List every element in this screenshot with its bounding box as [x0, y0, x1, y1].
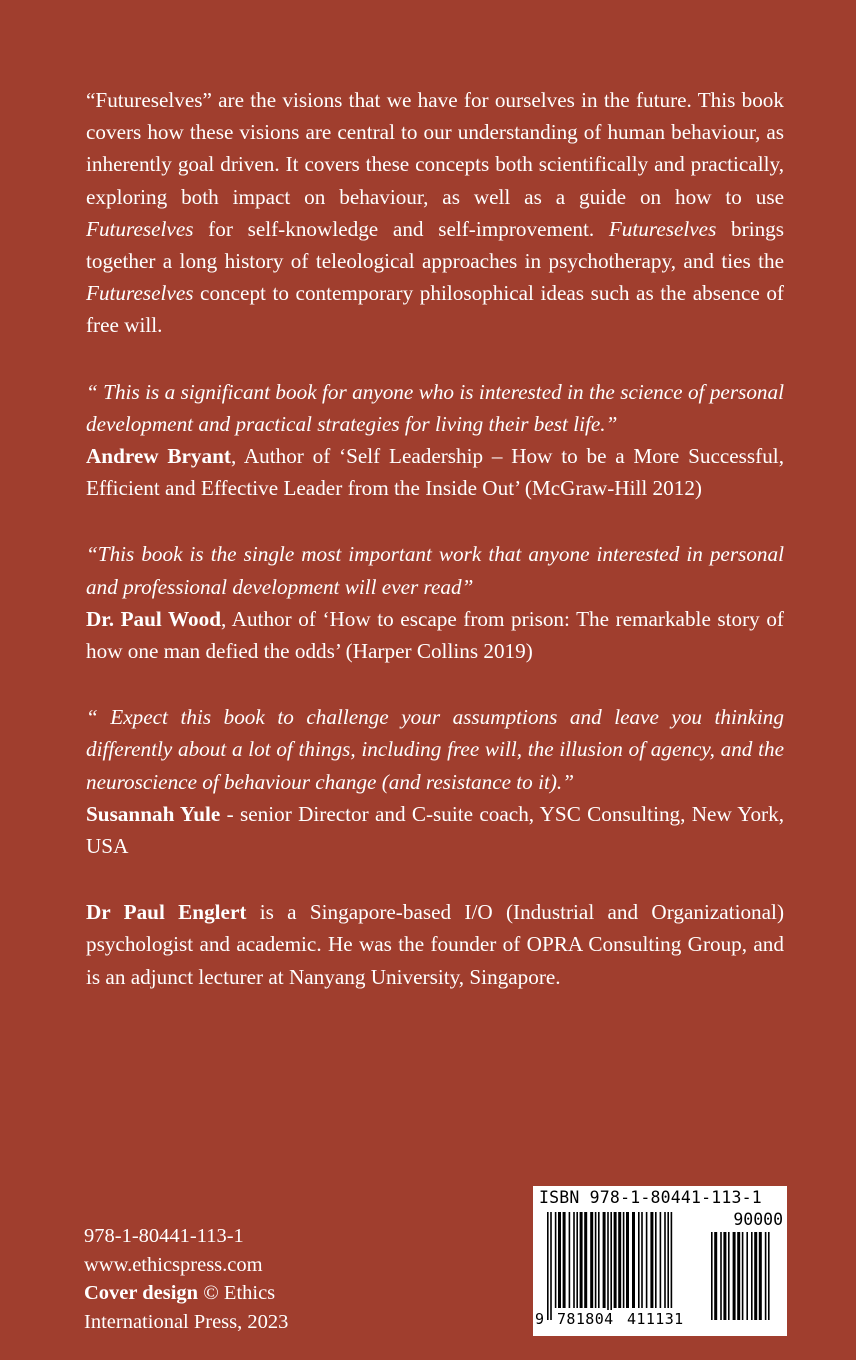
- barcode-bar: [638, 1212, 640, 1308]
- endorser-name: Dr. Paul Wood: [86, 606, 221, 631]
- barcode-bar: [711, 1232, 713, 1320]
- barcode-bar: [610, 1212, 612, 1320]
- endorsement-yule: [86, 701, 784, 862]
- barcode-digits-left: 781804: [557, 1310, 614, 1328]
- barcode-bar: [598, 1212, 600, 1308]
- barcode-bar: [746, 1232, 748, 1320]
- author-name: Dr Paul Englert: [86, 900, 247, 925]
- cover-credit: Cover design © Ethics: [84, 1282, 276, 1304]
- barcode-digits-right: 411131: [627, 1310, 684, 1328]
- imprint-block: [84, 1222, 404, 1336]
- barcode-isbn-label: ISBN 978-1-80441-113-1: [539, 1188, 762, 1207]
- publisher-website: www.ethicspress.com: [84, 1253, 263, 1276]
- barcode-bar: [646, 1212, 648, 1308]
- isbn-barcode: [533, 1186, 787, 1336]
- endorser-credit: , Author of ‘Self Leadership – How to be a More Successful, Efficient and Effective Leader from the Inside Out’ (McGraw-Hill 2012): [86, 444, 784, 501]
- barcode-bar: [768, 1232, 770, 1320]
- endorser-credit: , Author of ‘How to escape from prison: The remarkable story of how one man defied the odds’ (Harper Collins 2019): [86, 606, 784, 664]
- barcode-bar: [765, 1232, 767, 1320]
- barcode-bar: [547, 1212, 549, 1320]
- addon-bars: [711, 1232, 781, 1320]
- barcode-bar: [632, 1212, 635, 1308]
- endorser-name: Andrew Bryant: [86, 444, 231, 469]
- barcode-bar: [618, 1212, 621, 1308]
- endorsement-wood: [86, 538, 784, 667]
- endorsement-quote: “ Expect this book to challenge your assumptions and leave you thinking differently about a lot of things, including free will, the illusion of agency, and the neuroscience of behaviour change (and resistance to it).”: [86, 705, 784, 794]
- barcode-bar: [641, 1212, 643, 1308]
- barcode-bar: [573, 1212, 575, 1308]
- publisher-line: International Press, 2023: [84, 1310, 289, 1333]
- barcode-bar: [580, 1212, 583, 1308]
- endorsement-quote: “This book is the single most important work that anyone interested in personal and professional development will ever read”: [86, 542, 784, 599]
- title-emphasis: Futureselves: [608, 216, 717, 241]
- barcode-bar: [742, 1232, 744, 1320]
- barcode-price-code: 90000: [733, 1210, 783, 1229]
- barcode-bar: [650, 1212, 653, 1308]
- imprint-isbn: 978-1-80441-113-1: [84, 1225, 244, 1247]
- endorser-name: Susannah Yule: [86, 801, 221, 826]
- barcode-bar: [576, 1212, 578, 1308]
- barcode-bar: [751, 1232, 753, 1320]
- barcode-digit-first: 9: [535, 1310, 545, 1328]
- barcode-bar: [595, 1212, 597, 1308]
- barcode-bar: [660, 1212, 662, 1308]
- barcode-bar: [728, 1232, 730, 1320]
- title-emphasis: Futureselves: [86, 281, 194, 306]
- barcode-bar: [754, 1232, 757, 1320]
- barcode-bar: [614, 1212, 617, 1308]
- barcode-bar: [733, 1232, 736, 1320]
- barcode-bar: [723, 1232, 726, 1320]
- barcode-bar: [607, 1212, 609, 1320]
- barcode-bar: [569, 1212, 571, 1308]
- barcode-bar: [720, 1232, 722, 1320]
- barcode-bar: [603, 1212, 606, 1308]
- barcode-bar: [737, 1232, 740, 1320]
- back-cover-text: [86, 84, 784, 993]
- barcode-bar: [558, 1212, 561, 1308]
- barcode-bar: [626, 1212, 629, 1308]
- cover-design-label: Cover design: [84, 1282, 199, 1304]
- endorsement-bryant: [86, 376, 784, 505]
- barcode-bar: [714, 1232, 717, 1320]
- author-bio-text: is a Singapore-based I/O (Industrial and Organizational) psychologist and academic. He was the founder of OPRA Consulting Group, and is an adjunct lecturer at Nanyang University, Singapore.: [86, 900, 784, 989]
- barcode-bar: [623, 1212, 625, 1308]
- barcode-bar: [584, 1212, 587, 1308]
- barcode-bar: [655, 1212, 657, 1308]
- barcode-bar: [664, 1212, 666, 1308]
- title-emphasis: Futureselves: [86, 216, 194, 241]
- barcode-bar: [590, 1212, 593, 1308]
- barcode-bar: [759, 1232, 762, 1320]
- barcode-bar: [563, 1212, 566, 1308]
- ean13-bars: [547, 1212, 703, 1320]
- barcode-bar: [555, 1212, 557, 1308]
- barcode-bar: [667, 1212, 669, 1308]
- endorser-credit: - senior Director and C-suite coach, YSC Consulting, New York, USA: [86, 801, 784, 859]
- barcode-bar: [671, 1212, 673, 1308]
- endorsement-quote: “ This is a significant book for anyone who is interested in the science of personal development and practical strategies for living their best life.”: [86, 379, 784, 436]
- barcode-bar: [550, 1212, 552, 1320]
- author-bio: [86, 896, 784, 993]
- book-description: “Futureselves” are the visions that we have for ourselves in the future. This book covers how these visions are central to our understanding of human behaviour, as inherently goal driven. It covers these concepts both scientifically and practically, exploring both impact on behaviour, as well as a guide on how to use Futureselves for self-knowledge and self-improvement. Futureselves brings together a long history of teleological approaches in psychotherapy, and ties the Futureselves concept to contemporary philosophical ideas such as the absence of free will.: [86, 88, 785, 338]
